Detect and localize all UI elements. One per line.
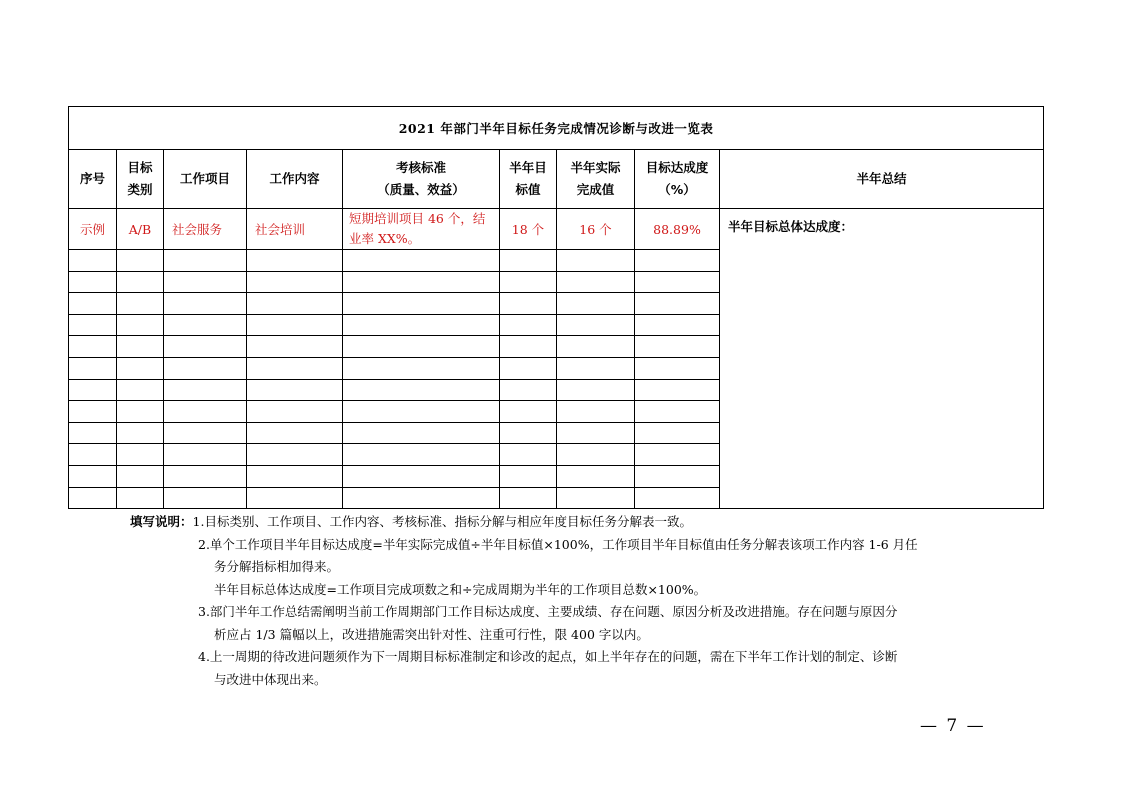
table-cell — [635, 314, 720, 336]
table-cell — [343, 314, 500, 336]
filling-instructions — [130, 511, 990, 691]
table-cell — [500, 250, 557, 272]
note-2-text: 2.单个工作项目半年目标达成度=半年实际完成值÷半年目标值×100%，工作项目半年目标值由任务分解表该项工作内容 1-6 月任 — [198, 536, 918, 552]
table-cell — [635, 336, 720, 358]
example-category: A/B — [117, 209, 164, 250]
table-cell — [164, 250, 247, 272]
note-4-text: 4.上一周期的待改进问题须作为下一周期目标标准制定和诊改的起点，如上半年存在的问题，需在下半年工作计划的制定、诊断 — [198, 649, 898, 664]
table-cell — [635, 487, 720, 509]
table-cell — [117, 314, 164, 336]
table-cell — [117, 271, 164, 293]
table-cell — [557, 250, 635, 272]
header-target — [500, 150, 557, 209]
table-cell — [117, 487, 164, 509]
header-target-line1: 半年目 — [509, 160, 547, 175]
table-cell — [557, 401, 635, 423]
header-category-line1: 目标 — [127, 160, 153, 175]
table-cell — [343, 250, 500, 272]
table-cell — [117, 401, 164, 423]
table-cell — [117, 250, 164, 272]
header-target-line2: 标值 — [515, 182, 541, 197]
table-cell — [247, 293, 343, 315]
note-4-continuation: 与改进中体现出来。 — [214, 671, 327, 687]
note-2-overall-rate: 半年目标总体达成度=工作项目完成项数之和÷完成周期为半年的工作项目总数×100%。 — [214, 581, 707, 597]
table-cell — [69, 336, 117, 358]
example-seq: 示例 — [69, 209, 117, 250]
table-cell — [117, 465, 164, 487]
table-cell — [343, 379, 500, 401]
table-cell — [247, 336, 343, 358]
header-standard — [343, 150, 500, 209]
table-cell — [247, 422, 343, 444]
table-cell — [247, 379, 343, 401]
note-3-continuation: 析应占 1/3 篇幅以上，改进措施需突出针对性、注重可行性，限 400 字以内。 — [214, 626, 649, 642]
table-cell — [343, 465, 500, 487]
table-cell — [117, 422, 164, 444]
table-cell — [164, 357, 247, 379]
example-row — [69, 209, 1044, 250]
table-cell — [557, 422, 635, 444]
table-cell — [69, 250, 117, 272]
table-cell — [500, 271, 557, 293]
table-cell — [635, 357, 720, 379]
header-content: 工作内容 — [247, 150, 343, 209]
header-category — [117, 150, 164, 209]
table-cell — [164, 271, 247, 293]
table-cell — [69, 271, 117, 293]
note-3-text: 3.部门半年工作总结需阐明当前工作周期部门工作目标达成度、主要成绩、存在问题、原因分析及改进措施。存在问题与原因分 — [198, 604, 898, 619]
example-rate: 88.89% — [635, 209, 720, 250]
table-cell — [635, 379, 720, 401]
table-cell — [69, 422, 117, 444]
table-cell — [117, 293, 164, 315]
example-target: 18 个 — [500, 209, 557, 250]
note-2-continuation: 务分解指标相加得来。 — [214, 559, 340, 574]
table-cell — [557, 465, 635, 487]
table-cell — [557, 336, 635, 358]
header-rate-line1: 目标达成度 — [645, 160, 709, 175]
note-1-text: 1.目标类别、工作项目、工作内容、考核标准、指标分解与相应年度目标任务分解表一致。 — [192, 514, 692, 529]
table-cell — [557, 314, 635, 336]
header-actual-line1: 半年实际 — [570, 160, 621, 175]
table-cell — [557, 357, 635, 379]
table-cell — [635, 401, 720, 423]
note-line-1 — [130, 511, 990, 534]
table-cell — [557, 271, 635, 293]
table-cell — [557, 487, 635, 509]
table-cell — [635, 465, 720, 487]
table-cell — [117, 336, 164, 358]
table-cell — [500, 401, 557, 423]
table-cell — [164, 401, 247, 423]
header-category-line2: 类别 — [127, 182, 153, 197]
table-cell — [500, 314, 557, 336]
diagnosis-table — [68, 106, 1044, 509]
header-standard-line1: 考核标准 — [395, 160, 446, 175]
table-cell — [164, 336, 247, 358]
table-cell — [69, 401, 117, 423]
table-cell — [500, 357, 557, 379]
table-cell — [69, 357, 117, 379]
table-cell — [247, 271, 343, 293]
table-cell — [69, 293, 117, 315]
table-cell — [247, 357, 343, 379]
table-cell — [500, 336, 557, 358]
example-standard: 短期培训项目 46 个，结业率 XX%。 — [343, 209, 500, 250]
notes-lead: 填写说明： — [130, 514, 193, 529]
table-cell — [247, 487, 343, 509]
table-cell — [557, 293, 635, 315]
table-title: 2021 年部门半年目标任务完成情况诊断与改进一览表 — [69, 107, 1044, 150]
header-seq: 序号 — [69, 150, 117, 209]
summary-label: 半年目标总体达成度： — [728, 219, 854, 234]
table-cell — [247, 401, 343, 423]
table-cell — [164, 465, 247, 487]
table-cell — [69, 314, 117, 336]
table-cell — [343, 271, 500, 293]
table-cell — [500, 487, 557, 509]
table-cell — [69, 379, 117, 401]
table-cell — [635, 250, 720, 272]
table-cell — [343, 487, 500, 509]
table-cell — [500, 293, 557, 315]
table-cell — [164, 444, 247, 466]
table-cell — [117, 357, 164, 379]
table-cell — [247, 444, 343, 466]
table-cell — [164, 293, 247, 315]
table-cell — [117, 444, 164, 466]
table-cell — [343, 336, 500, 358]
table-cell — [500, 465, 557, 487]
table-cell — [343, 293, 500, 315]
table-cell — [164, 487, 247, 509]
table-cell — [500, 444, 557, 466]
table-cell — [69, 465, 117, 487]
table-cell — [500, 422, 557, 444]
table-cell — [69, 487, 117, 509]
table-cell — [164, 314, 247, 336]
summary-cell — [720, 209, 1044, 509]
table-cell — [557, 379, 635, 401]
table-cell — [500, 379, 557, 401]
example-content: 社会培训 — [247, 209, 343, 250]
example-actual: 16 个 — [557, 209, 635, 250]
header-actual — [557, 150, 635, 209]
header-project: 工作项目 — [164, 150, 247, 209]
header-rate-line2: （%） — [658, 182, 696, 197]
table-cell — [247, 314, 343, 336]
table-cell — [635, 444, 720, 466]
table-cell — [343, 444, 500, 466]
table-cell — [247, 250, 343, 272]
table-cell — [343, 401, 500, 423]
header-actual-line2: 完成值 — [576, 182, 615, 197]
table-cell — [164, 422, 247, 444]
table-cell — [557, 444, 635, 466]
header-standard-line2: （质量、效益） — [377, 182, 465, 197]
table-cell — [69, 444, 117, 466]
table-cell — [635, 293, 720, 315]
table-cell — [247, 465, 343, 487]
table-cell — [635, 422, 720, 444]
header-rate — [635, 150, 720, 209]
table-cell — [343, 422, 500, 444]
example-project: 社会服务 — [164, 209, 247, 250]
page-number: — 7 — — [920, 716, 986, 736]
table-cell — [635, 271, 720, 293]
header-summary: 半年总结 — [720, 150, 1044, 209]
table-cell — [343, 357, 500, 379]
table-cell — [117, 379, 164, 401]
table-cell — [164, 379, 247, 401]
